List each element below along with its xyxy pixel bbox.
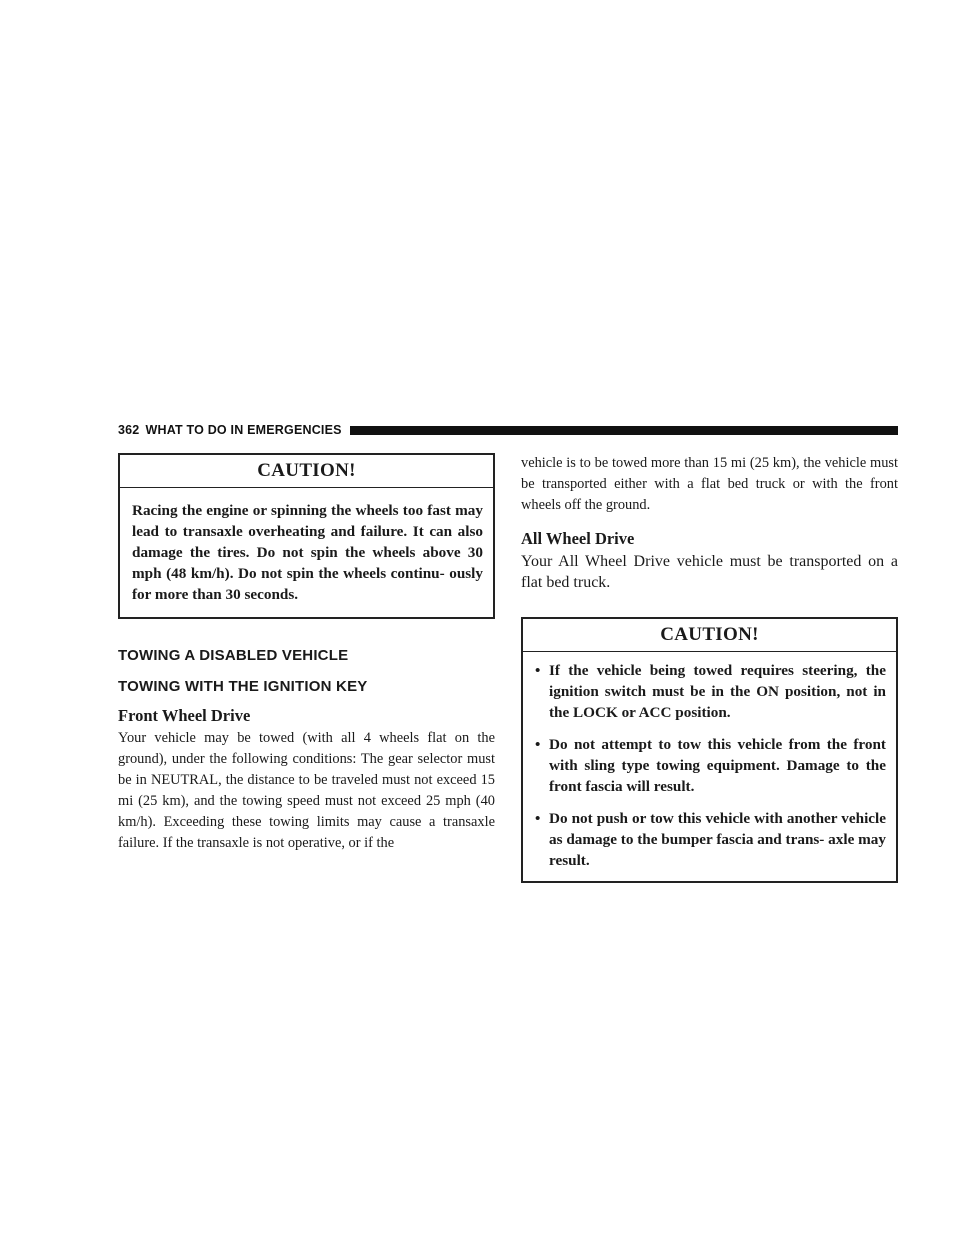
page-header bbox=[118, 421, 898, 439]
caution-item bbox=[535, 808, 886, 871]
header-rule bbox=[350, 426, 898, 435]
bullet-icon: • bbox=[535, 736, 541, 753]
left-column bbox=[118, 453, 495, 854]
paragraph-all-wheel-drive: Your All Wheel Drive vehicle must be transported on a flat bed truck. bbox=[521, 553, 898, 591]
subheading-ignition-key: TOWING WITH THE IGNITION KEY bbox=[118, 678, 368, 695]
bullet-icon: • bbox=[535, 662, 541, 679]
heading-all-wheel-drive: All Wheel Drive bbox=[521, 529, 635, 548]
paragraph-continuation: vehicle is to be towed more than 15 mi (25 km), the vehicle must be transported either with a flat bed truck or with the front wheels off the ground. bbox=[521, 455, 898, 513]
section-title: WHAT TO DO IN EMERGENCIES bbox=[145, 423, 342, 437]
caution-item-text: Do not push or tow this vehicle with another vehicle as damage to the bumper fascia and trans- axle may result. bbox=[549, 810, 886, 869]
right-column bbox=[521, 453, 898, 883]
paragraph-front-wheel-drive: Your vehicle may be towed (with all 4 wheels flat on the ground), under the following conditions: The gear selector must be in NEUTRAL, the distance to be traveled must not exceed 15 mi (25 km), and the towing speed must not exceed 25 mph (40 km/h). Exceeding these towing limits may cause a transaxle failure. If the transaxle is not operative, or if the bbox=[118, 730, 495, 851]
heading-front-wheel-drive: Front Wheel Drive bbox=[118, 706, 251, 725]
caution-text: Racing the engine or spinning the wheels too fast may lead to transaxle overheating and failure. It can also damage the tires. Do not spin the wheels above 30 mph (48 km/h). Do not spin the wheels continu- ously for more than 30 seconds. bbox=[132, 502, 483, 603]
bullet-icon: • bbox=[535, 810, 541, 827]
caution-list bbox=[523, 652, 896, 881]
caution-title: CAUTION! bbox=[523, 619, 896, 652]
caution-item bbox=[535, 734, 886, 797]
caution-box-towing bbox=[521, 617, 898, 883]
caution-box-engine bbox=[118, 453, 495, 619]
caution-title: CAUTION! bbox=[120, 455, 493, 488]
caution-item bbox=[535, 660, 886, 723]
page-number: 362 bbox=[118, 423, 140, 437]
caution-item-text: Do not attempt to tow this vehicle from the front with sling type towing equipment. Damage to the front fascia will result. bbox=[549, 736, 886, 795]
caution-item-text: If the vehicle being towed requires steering, the ignition switch must be in the ON position, not in the LOCK or ACC position. bbox=[549, 662, 886, 721]
section-heading-towing: TOWING A DISABLED VEHICLE bbox=[118, 647, 349, 664]
